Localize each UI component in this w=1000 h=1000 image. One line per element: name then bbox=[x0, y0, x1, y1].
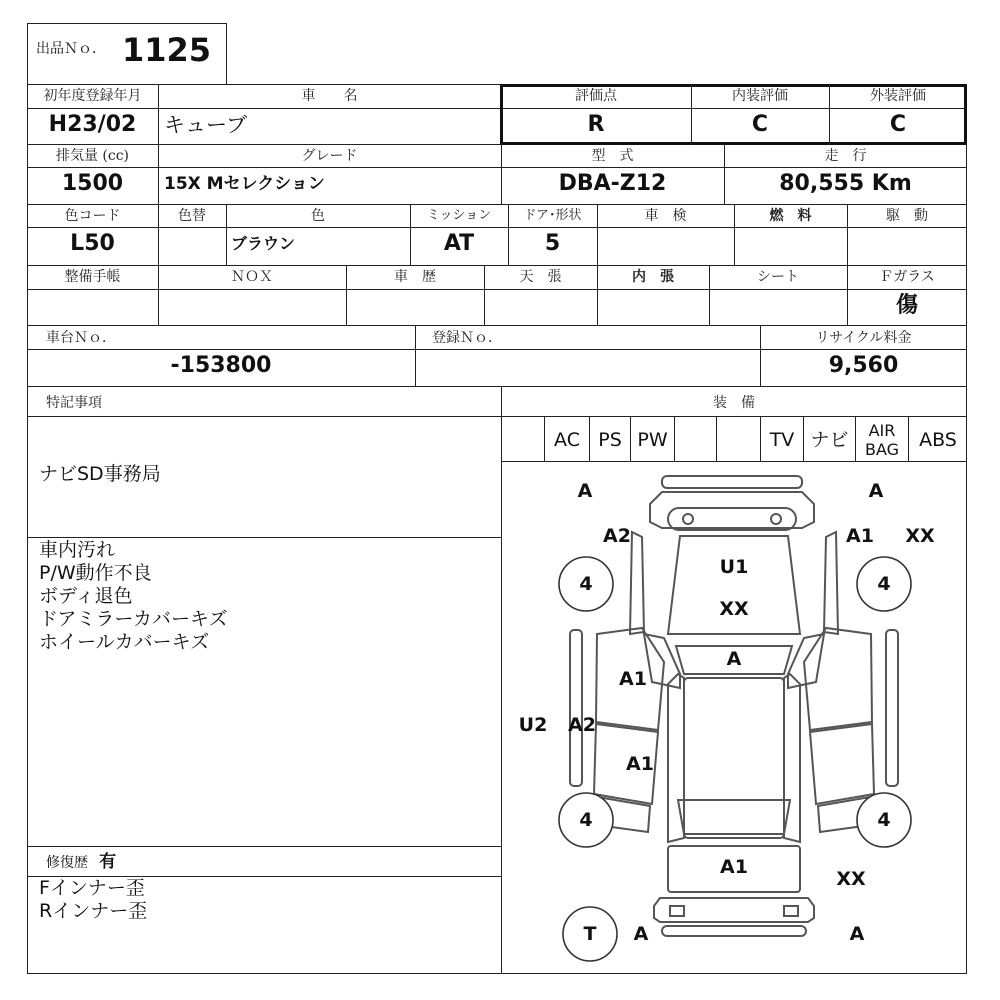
mark-front-door-left: A1 bbox=[619, 668, 647, 690]
repair-history-value: 有 bbox=[99, 852, 117, 872]
color-code-value: L50 bbox=[70, 231, 115, 256]
recycle-fee-value: 9,560 bbox=[828, 353, 899, 378]
f-glass-label: Ｆガラス bbox=[879, 269, 935, 285]
car-name-value: キューブ bbox=[164, 113, 247, 137]
equipment-tv: TV bbox=[769, 429, 795, 451]
recycle-fee-label: リサイクル料金 bbox=[815, 330, 912, 346]
equipment-airbag: AIR BAG bbox=[864, 421, 900, 459]
color-value: ブラウン bbox=[231, 234, 296, 253]
grade-label: グレード bbox=[301, 148, 358, 164]
car-name-label: 車 名 bbox=[301, 88, 358, 104]
equipment-cell-5 bbox=[675, 418, 716, 462]
equipment-label: 装 備 bbox=[713, 395, 755, 411]
sunroof-label: 天 張 bbox=[519, 269, 562, 285]
tire-rr-label: 4 bbox=[877, 809, 891, 831]
first-registration-value: H23/02 bbox=[48, 112, 137, 137]
mark-tailgate: A1 bbox=[720, 856, 748, 878]
nox-label: ＮＯＸ bbox=[231, 269, 273, 285]
mark-left-side-2: A2 bbox=[568, 714, 596, 736]
color-code-label: 色コード bbox=[64, 208, 121, 224]
remarks-label: 特記事項 bbox=[46, 395, 102, 411]
mileage-value: 80,555 Km bbox=[779, 171, 912, 196]
lot-number: 1125 bbox=[122, 31, 212, 69]
chassis-no-label: 車台Ｎｏ． bbox=[46, 330, 116, 346]
tire-rl-label: 4 bbox=[579, 809, 593, 831]
transmission-label: ミッション bbox=[426, 208, 492, 223]
drive-label: 駆 動 bbox=[886, 208, 928, 224]
seat-label: シート bbox=[757, 269, 799, 285]
chassis-no-value: -153800 bbox=[170, 353, 272, 378]
mark-rear-bumper-right: A bbox=[849, 923, 865, 945]
registration-no-label: 登録Ｎｏ． bbox=[432, 330, 502, 346]
mark-front-bumper-right: A bbox=[868, 480, 884, 502]
f-glass-value: 傷 bbox=[895, 293, 918, 318]
mark-front-fender-right: A1 bbox=[846, 525, 874, 547]
tire-fr-label: 4 bbox=[877, 573, 891, 595]
model-value: DBA-Z12 bbox=[558, 171, 667, 196]
history-label: 車 歴 bbox=[394, 269, 436, 285]
model-label: 型 式 bbox=[591, 148, 634, 164]
interior-grade-label: 内装評価 bbox=[732, 88, 788, 104]
remarks-top: ナビSD事務局 bbox=[39, 463, 161, 485]
mark-front-fender-right-extra: XX bbox=[905, 525, 935, 547]
doors-value: 5 bbox=[544, 231, 561, 256]
interior-trim-label: 内 張 bbox=[632, 269, 674, 285]
first-registration-label: 初年度登録年月 bbox=[43, 88, 142, 104]
equipment-cell-1 bbox=[502, 418, 544, 462]
mark-windshield-1: U1 bbox=[719, 556, 749, 578]
tire-fl-label: 4 bbox=[579, 573, 593, 595]
equipment-ps: PS bbox=[598, 429, 622, 451]
transmission-value: AT bbox=[443, 231, 475, 256]
displacement-label: 排気量 (cc) bbox=[55, 148, 130, 164]
mark-rear-door-left: A1 bbox=[626, 753, 654, 775]
color-label: 色 bbox=[311, 208, 325, 224]
mark-rear-bumper-left: A bbox=[633, 923, 649, 945]
displacement-value: 1500 bbox=[61, 171, 124, 196]
equipment-abs: ABS bbox=[919, 429, 957, 451]
repair-details: Fインナー歪 Rインナー歪 bbox=[39, 877, 148, 922]
mark-front-fender-left: A2 bbox=[603, 525, 631, 547]
equipment-navi: ナビ bbox=[810, 429, 849, 451]
repair-history-label: 修復歴 bbox=[46, 855, 88, 871]
remarks-list: 車内汚れ P/W動作不良 ボディ退色 ドアミラーカバーキズ ホイールカバーキズ bbox=[39, 539, 228, 653]
lot-label: 出品Ｎｏ． bbox=[36, 41, 106, 57]
mark-left-side-1: U2 bbox=[518, 714, 548, 736]
exterior-grade-value: C bbox=[889, 112, 907, 137]
spare-tire-label: T bbox=[583, 923, 597, 945]
mileage-label: 走 行 bbox=[824, 148, 867, 164]
inspection-label: 車 検 bbox=[644, 208, 687, 224]
exterior-grade-label: 外装評価 bbox=[870, 88, 926, 104]
interior-grade-value: C bbox=[751, 112, 769, 137]
score-label: 評価点 bbox=[575, 88, 617, 104]
equipment-cell-6 bbox=[717, 418, 760, 462]
grade-value: 15X Mセレクション bbox=[164, 174, 325, 194]
maintenance-label: 整備手帳 bbox=[64, 269, 121, 285]
mark-front-bumper-left: A bbox=[577, 480, 593, 502]
score-value: R bbox=[587, 112, 605, 137]
fuel-label: 燃 料 bbox=[769, 208, 812, 224]
color-change-label: 色替 bbox=[178, 208, 206, 224]
mark-roof-front: A bbox=[726, 648, 742, 670]
mark-rear-quarter-right: XX bbox=[836, 868, 866, 890]
mark-windshield-2: XX bbox=[719, 598, 749, 620]
doors-label: ドア･形状 bbox=[523, 208, 582, 223]
equipment-pw: PW bbox=[637, 429, 668, 451]
equipment-ac: AC bbox=[554, 429, 580, 451]
repair-history-row bbox=[46, 850, 116, 874]
